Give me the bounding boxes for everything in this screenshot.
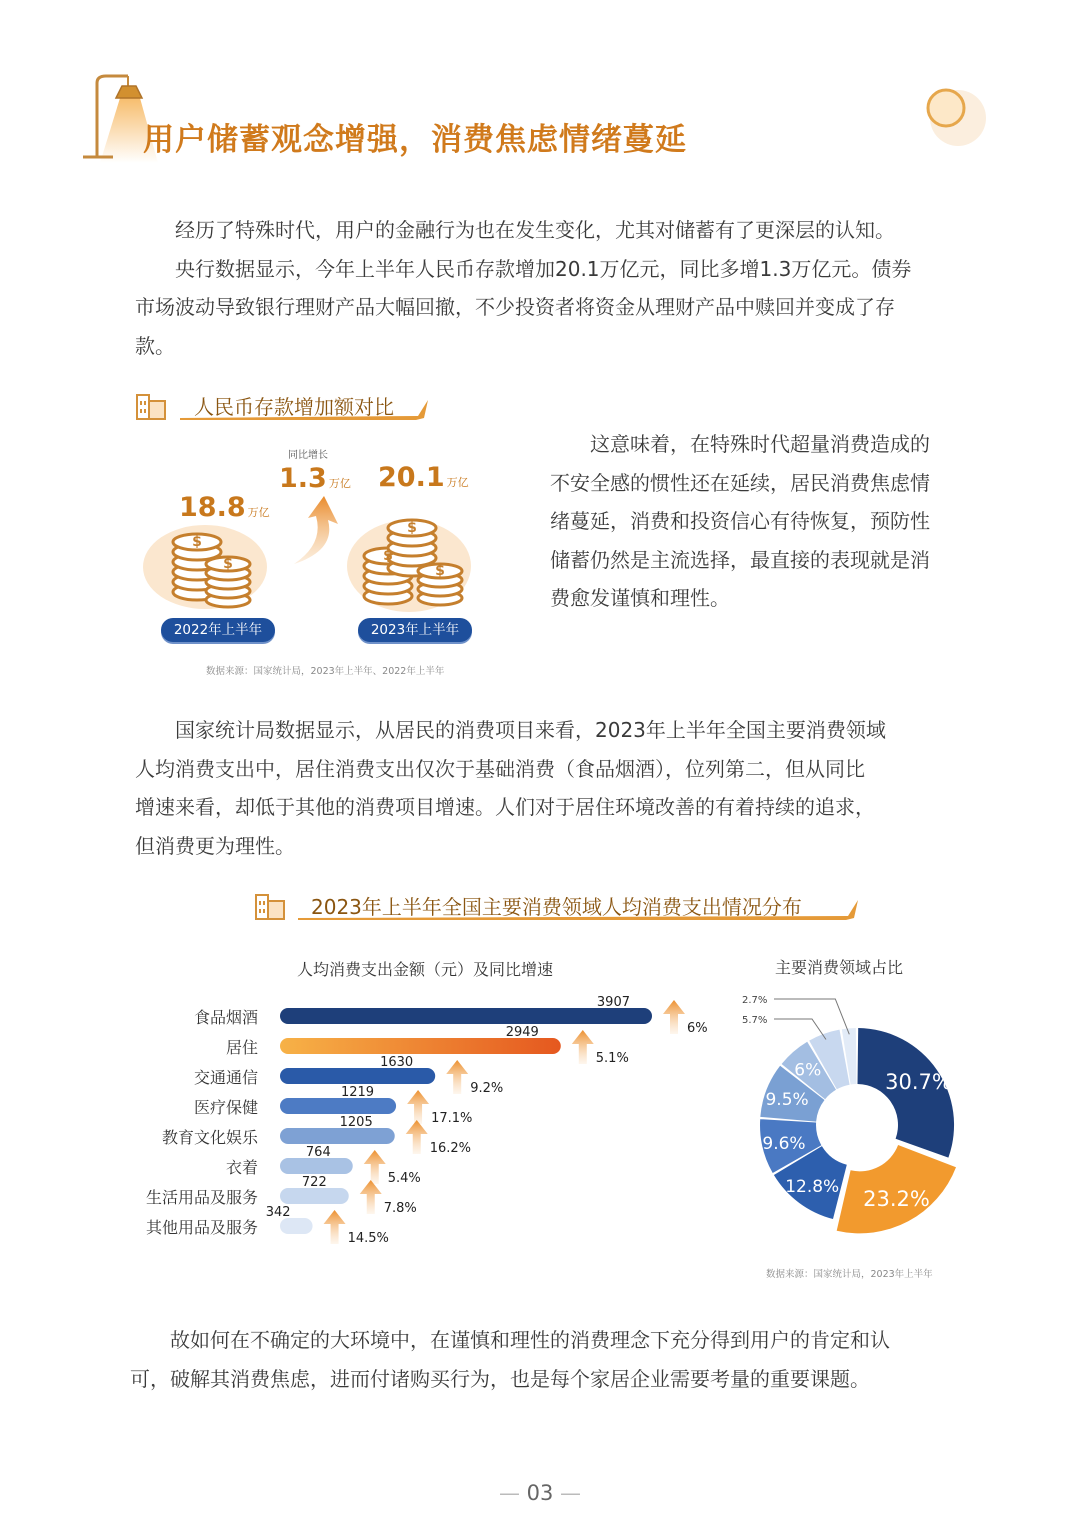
- bar-value-label: 2949: [505, 1025, 539, 1040]
- bar-6: [280, 1188, 349, 1204]
- growth-arrow-icon: [572, 1030, 594, 1064]
- deposit-source-note: 数据来源：国家统计局，2023年上半年、2022年上半年: [206, 666, 445, 677]
- period-2023-badge: 2023年上半年: [358, 618, 472, 642]
- bar-value-label: 342: [265, 1205, 291, 1220]
- growth-label: 6%: [687, 1021, 708, 1036]
- growth-label: 9.2%: [470, 1081, 504, 1096]
- closing-paragraph: 故如何在不确定的大环境中，在谨慎和理性的消费理念下充分得到用户的肯定和认 可，破解其消费焦虑，进而付诸购买行为，也是每个家居企业需要考量的重要课题。: [130, 1328, 890, 1391]
- pie-slice-label: 23.2%: [863, 1187, 930, 1212]
- growth-label: 17.1%: [431, 1111, 473, 1126]
- bar-3: [280, 1098, 396, 1114]
- category-label: 交通通信: [193, 1068, 258, 1087]
- svg-text:$: $: [223, 556, 233, 572]
- bar-5: [280, 1158, 353, 1174]
- bar-value-label: 3907: [596, 995, 630, 1010]
- middle-paragraph: 国家统计局数据显示，从居民的消费项目来看，2023年上半年全国主要消费领域 人均消费支出中，居住消费支出仅次于基础消费（食品烟酒），位列第二，但从同比 增速来看，却低于其他的消费项目增速。人们对于居住环境改善的有着持续的追求， 但消费更为理性。: [135, 718, 886, 858]
- pie-slice-label: 12.8%: [785, 1177, 840, 1198]
- growth-arrow-icon: [324, 1210, 346, 1244]
- coins-2023-icon: [344, 506, 474, 622]
- bar-1: [280, 1038, 561, 1054]
- pie-slice-label: 5.7%: [742, 1015, 768, 1026]
- growth-arrow-icon: [364, 1150, 386, 1184]
- pie-slice-label: 9.6%: [762, 1134, 806, 1154]
- growth-label: 7.8%: [383, 1201, 417, 1216]
- category-label: 教育文化娱乐: [161, 1128, 258, 1147]
- bar-value-label: 1219: [340, 1085, 375, 1100]
- svg-text:$: $: [407, 520, 417, 536]
- deposit-2022-value: 18.8 万亿: [179, 492, 270, 523]
- consumption-source-note: 数据来源：国家统计局，2023年上半年: [766, 1269, 933, 1280]
- category-label: 衣着: [225, 1158, 258, 1177]
- growth-label: 5.4%: [387, 1171, 421, 1186]
- growth-label: 同比增长: [288, 450, 328, 461]
- bar-chart: [265, 985, 730, 1250]
- building-icon: [135, 391, 169, 421]
- svg-text:$: $: [383, 548, 393, 564]
- growth-value: 1.3 万亿: [279, 463, 351, 494]
- pie-slice-label: 9.5%: [765, 1089, 809, 1110]
- deposit-2023-value: 20.1 万亿: [378, 462, 469, 493]
- bar-0: [280, 1008, 652, 1024]
- pie-chart-title: 主要消费领域占比: [775, 958, 904, 977]
- page-number: — 03 —: [498, 1481, 582, 1505]
- deposit-section-title: 人民币存款增加额对比: [194, 395, 394, 419]
- bar-value-label: 722: [301, 1175, 327, 1190]
- growth-label: 14.5%: [347, 1231, 389, 1246]
- growth-label: 5.1%: [595, 1051, 629, 1066]
- pie-slice-label: 2.7%: [742, 995, 768, 1006]
- growth-arrow-icon: [284, 494, 340, 566]
- growth-arrow-icon: [663, 1000, 685, 1034]
- bar-value-label: 1205: [339, 1115, 373, 1130]
- growth-arrow-icon: [360, 1180, 382, 1214]
- category-label: 食品烟酒: [193, 1008, 258, 1027]
- building-icon: [254, 891, 288, 921]
- bar-chart-title: 人均消费支出金额（元）及同比增速: [297, 960, 554, 979]
- growth-arrow-icon: [407, 1090, 429, 1124]
- growth-label: 16.2%: [429, 1141, 472, 1156]
- decorative-circle-icon: [918, 84, 990, 150]
- deposit-side-paragraph: 这意味着，在特殊时代超量消费造成的 不安全感的惯性还在延续，居民消费焦虑情 绪蔓延，消费和投资信心有待恢复，预防性 储蓄仍然是主流选择，最直接的表现就是消 费愈发谨慎和理性。: [550, 432, 930, 610]
- pie-slice-label: 30.7%: [885, 1070, 952, 1095]
- bar-4: [280, 1128, 395, 1144]
- growth-arrow-icon: [446, 1060, 468, 1094]
- category-label: 生活用品及服务: [145, 1188, 258, 1207]
- svg-text:$: $: [435, 563, 445, 579]
- pie-chart: [730, 985, 970, 1245]
- page-title: 用户储蓄观念增强，消费焦虑情绪蔓延: [143, 122, 687, 158]
- svg-text:$: $: [192, 534, 202, 550]
- category-label: 居住: [225, 1038, 258, 1057]
- bar-2: [280, 1068, 435, 1084]
- bar-value-label: 1630: [380, 1055, 414, 1070]
- bar-7: [280, 1218, 313, 1234]
- bar-value-label: 764: [305, 1145, 331, 1160]
- intro-paragraph: 经历了特殊时代，用户的金融行为也在发生变化，尤其对储蓄有了更深层的认知。 央行数据显示，今年上半年人民币存款增加20.1万亿元，同比多增1.3万亿元。债券 市场波动导致银行理财产品大幅回撤，不少投资者将资金从理财产品中赎回并变成了存 款。: [135, 218, 912, 358]
- pie-slice-label: 6%: [794, 1060, 822, 1081]
- category-label: 其他用品及服务: [145, 1218, 258, 1237]
- category-label: 医疗保健: [193, 1098, 258, 1117]
- coins-2022-icon: [140, 512, 270, 622]
- pie-leader-line: [774, 999, 849, 1034]
- period-2022-badge: 2022年上半年: [161, 618, 275, 642]
- growth-arrow-icon: [406, 1120, 428, 1154]
- consumption-section-title: 2023年上半年全国主要消费领域人均消费支出情况分布: [311, 895, 802, 919]
